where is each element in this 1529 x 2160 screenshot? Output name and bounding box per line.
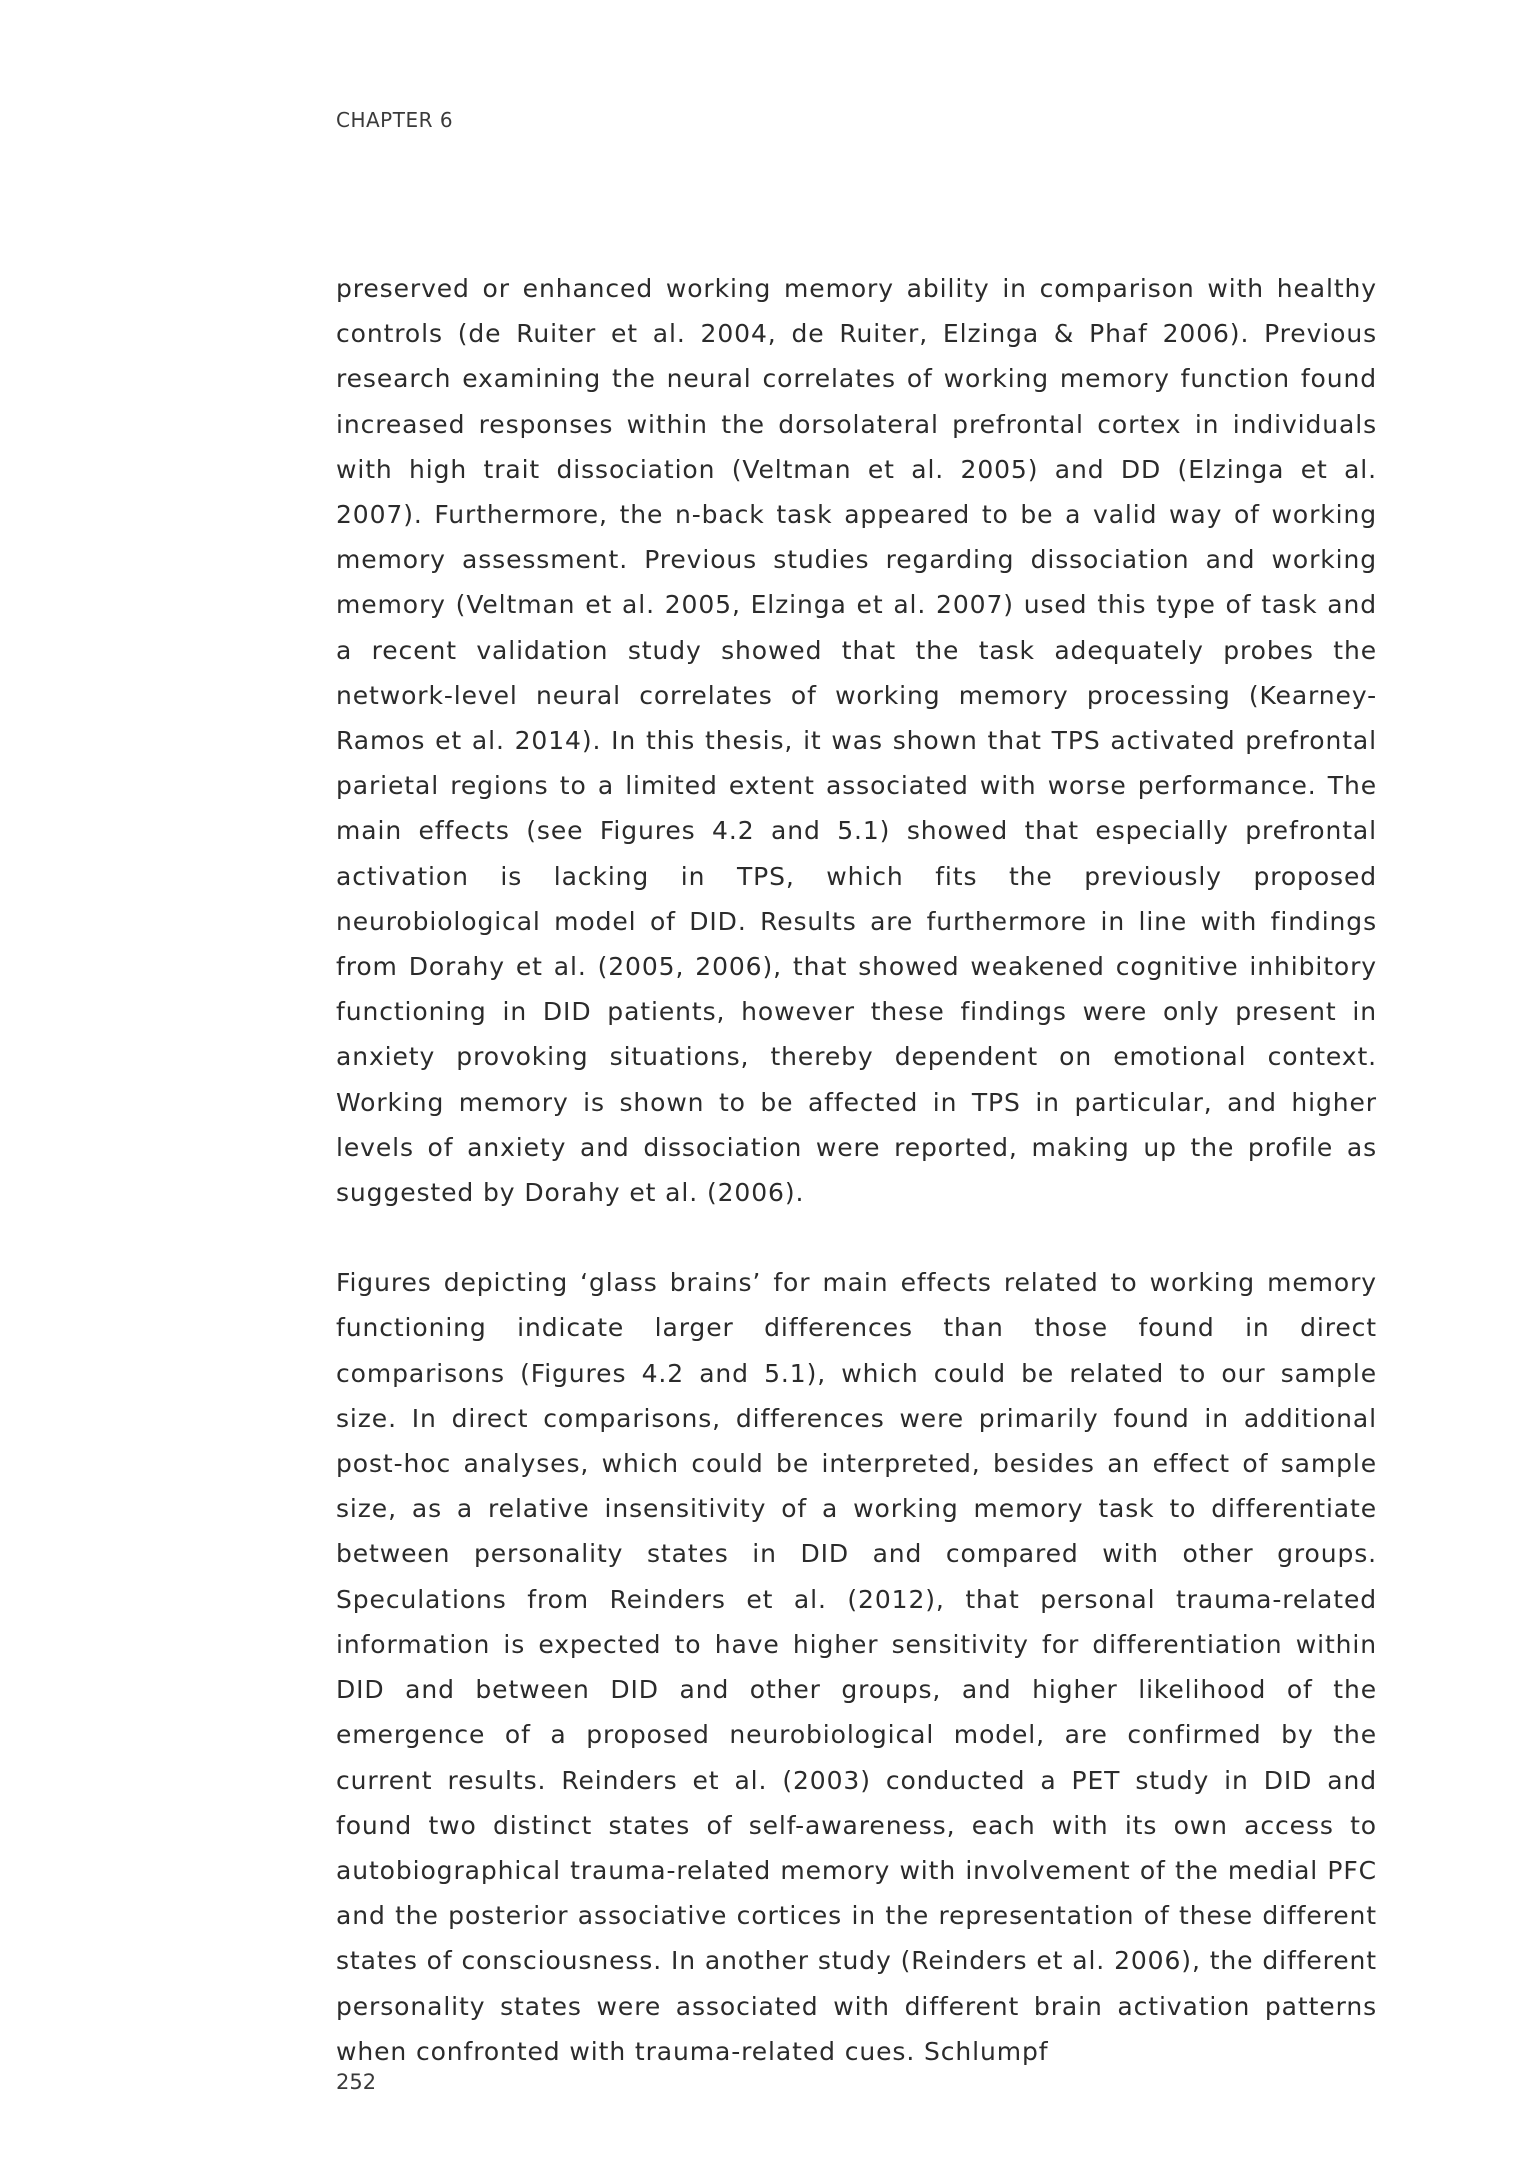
- page-number: 252: [336, 2070, 377, 2094]
- running-head: CHAPTER 6: [336, 108, 454, 132]
- body-text: [336, 266, 1377, 2074]
- paragraph: preserved or enhanced working memory ability in comparison with healthy controls (de Ruiter et al. 2004, de Ruiter, Elzinga & Phaf 2006). Previous research examining the neural correlates of working memory function found increased responses within the dorsolateral prefrontal cortex in individuals with high trait dissociation (Veltman et al. 2005) and DD (Elzinga et al. 2007). Furthermore, the n-back task appeared to be a valid way of working memory assessment. Previous studies regarding dissociation and working memory (Veltman et al. 2005, Elzinga et al. 2007) used this type of task and a recent validation study showed that the task adequately probes the network-level neural correlates of working memory processing (Kearney-Ramos et al. 2014). In this thesis, it was shown that TPS activated prefrontal parietal regions to a limited extent associated with worse performance. The main effects (see Figures 4.2 and 5.1) showed that especially prefrontal activation is lacking in TPS, which fits the previously proposed neurobiological model of DID. Results are furthermore in line with findings from Dorahy et al. (2005, 2006), that showed weakened cognitive inhibitory functioning in DID patients, however these findings were only present in anxiety provoking situations, thereby dependent on emotional context. Working memory is shown to be affected in TPS in particular, and higher levels of anxiety and dissociation were reported, making up the profile as suggested by Dorahy et al. (2006).: [336, 274, 1377, 1208]
- paragraph: Figures depicting ‘glass brains’ for main effects related to working memory functioning indicate larger differences than those found in direct comparisons (Figures 4.2 and 5.1), which could be related to our sample size. In direct comparisons, differences were primarily found in additional post-hoc analyses, which could be interpreted, besides an effect of sample size, as a relative insensitivity of a working memory task to differentiate between personality states in DID and compared with other groups. Speculations from Reinders et al. (2012), that personal trauma-related information is expected to have higher sensitivity for differentiation within DID and between DID and other groups, and higher likelihood of the emergence of a proposed neurobiological model, are confirmed by the current results. Reinders et al. (2003) conducted a PET study in DID and found two distinct states of self-awareness, each with its own access to autobiographical trauma-related memory with involvement of the medial PFC and the posterior associative cortices in the representation of these different states of consciousness. In another study (Reinders et al. 2006), the different personality states were associated with different brain activation patterns when confronted with trauma-related cues. Schlumpf: [336, 1268, 1377, 2066]
